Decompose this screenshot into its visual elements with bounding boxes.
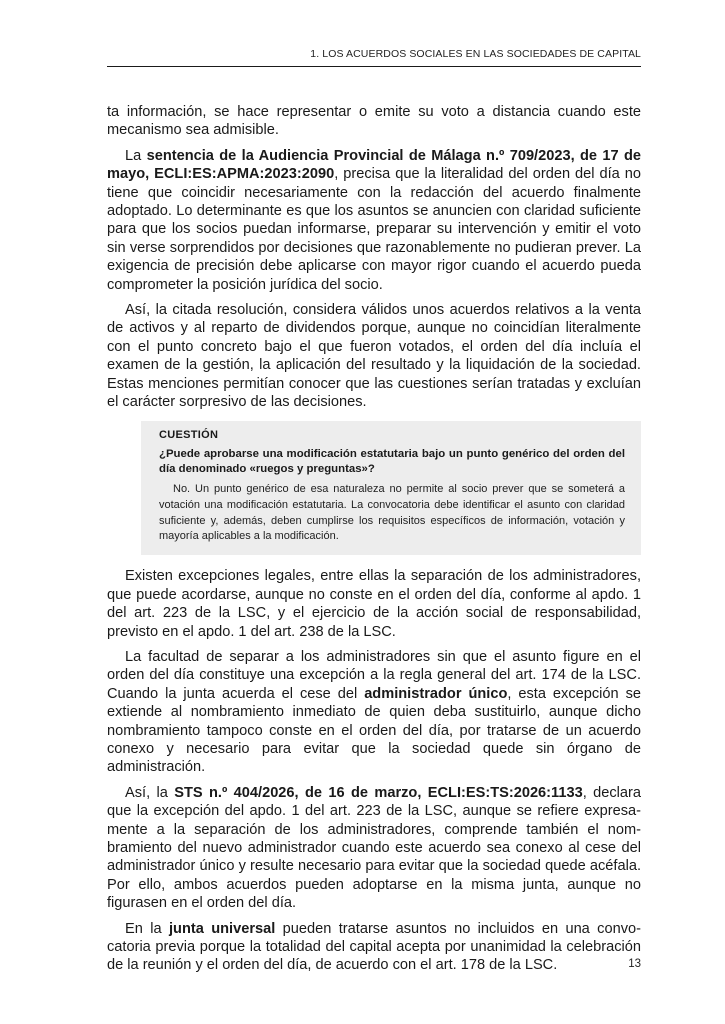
- text-run: En la: [125, 920, 162, 937]
- text-run: La: [125, 147, 142, 164]
- text-run: pueden tratarse asuntos no incluidos en una convocatoria previa porque la totalidad del capital acepta por unanimidad la celebración de la reunión y el orden del día, de acuerdo con el art. 178 de la LSC.: [107, 920, 641, 974]
- case-citation-sts: STS n.º 404/2026, de 16 de marzo, ECLI:ES:TS:2026:1133: [174, 784, 583, 801]
- text-run: La facultad de separar a los administradores sin que el asunto figure en el orden del día constituye una excepción a la regla general del art. 174 de la LSC. Cuando la junta acuerda el cese del: [107, 648, 641, 702]
- term-junta-universal: junta universal: [168, 920, 276, 937]
- page-number: 13: [628, 958, 641, 970]
- cuestion-question: ¿Puede aprobarse una modificación estatutaria bajo un punto genérico del orden del día denominado «ruegos y preguntas»?: [159, 447, 625, 476]
- cuestion-box: [141, 421, 641, 556]
- running-header: 1. LOS ACUERDOS SOCIALES EN LAS SOCIEDADES DE CAPITAL: [107, 48, 641, 67]
- cuestion-answer: No. Un punto genérico de esa naturaleza no permite al socio prever que se someterá a votación una modificación estatutaria. La convocatoria debe identificar el asunto con claridad suficiente y, además, deben cumplirse los requisitos específicos de información, votación y mayoría aplicables a la modificación.: [159, 483, 625, 543]
- paragraph-junta-universal: [107, 920, 641, 975]
- case-citation-malaga: sentencia de la Audiencia Provincial de Málaga n.º 709/2023, de 17 de mayo, ECLI:ES:APMA:2023:2090: [107, 147, 641, 183]
- paragraph-continuation: ta información, se hace representar o emite su voto a distancia cuando este mecanismo sea admisible.: [107, 104, 641, 139]
- page-body: [107, 103, 641, 982]
- paragraph-malaga-ruling: [107, 147, 641, 294]
- cuestion-label: CUESTIÓN: [159, 428, 219, 441]
- text-run: , declara que la excepción del apdo. 1 del art. 223 de la LSC, aunque se refiere expresamente a la separación de los administradores, comprende también el nombramiento del nuevo administrador cuando este acuerdo sea conexo al cese del administrador único y resulte necesario para evitar que la sociedad quede acéfala. Por ello, ambos acuerdos pueden adoptarse en la misma junta, aunque no figurasen en el orden del día.: [107, 784, 641, 912]
- term-administrador-unico: administrador único: [364, 685, 508, 702]
- paragraph-separation-faculty: [107, 648, 641, 777]
- paragraph-legal-exceptions: Existen excepciones legales, entre ellas la separación de los administradores, que puede acordarse, aunque no conste en el orden del día, conforme al apdo. 1 del art. 223 de la LSC, y el ejercicio de la acción social de responsabilidad, previsto en el apdo. 1 del art. 238 de la LSC.: [107, 568, 641, 640]
- text-run: Así, la: [125, 784, 168, 801]
- text-run: , precisa que la literalidad del orden del día no tiene que coincidir necesariamente con la redacción del acuerdo finalmente adoptado. Lo determinante es que los asuntos se anuncien con claridad suficiente para que los socios puedan informarse, preparar su intervención y emitir el voto sin verse sorprendidos por decisiones que razonablemente no pudieran prever. La exigencia de precisión debe aplicarse con mayor rigor cuando el acuerdo pueda comprometer la posición jurídica del socio.: [107, 166, 641, 293]
- paragraph-sts-ruling: [107, 784, 641, 913]
- text-run: , esta excepción se extiende al nombramiento inmediato de quien deba sustituirlo, aunque dicho nombramiento tampoco conste en el orden del día, por tratarse de un acuerdo conexo y necesario para evitar que la sociedad quede sin órgano de administración.: [107, 685, 641, 776]
- paragraph-cited-resolution: Así, la citada resolución, considera válidos unos acuerdos relativos a la venta de activos y al reparto de dividendos porque, aunque no coincidían literalmente con el punto concreto bajo el que fueron votados, el orden del día incluía el examen de la gestión, la aplicación del resultado y la liquidación de la sociedad. Estas menciones permitían conocer que las cuestiones serían tratadas y excluían el carácter sorpresivo de las decisiones.: [107, 302, 641, 411]
